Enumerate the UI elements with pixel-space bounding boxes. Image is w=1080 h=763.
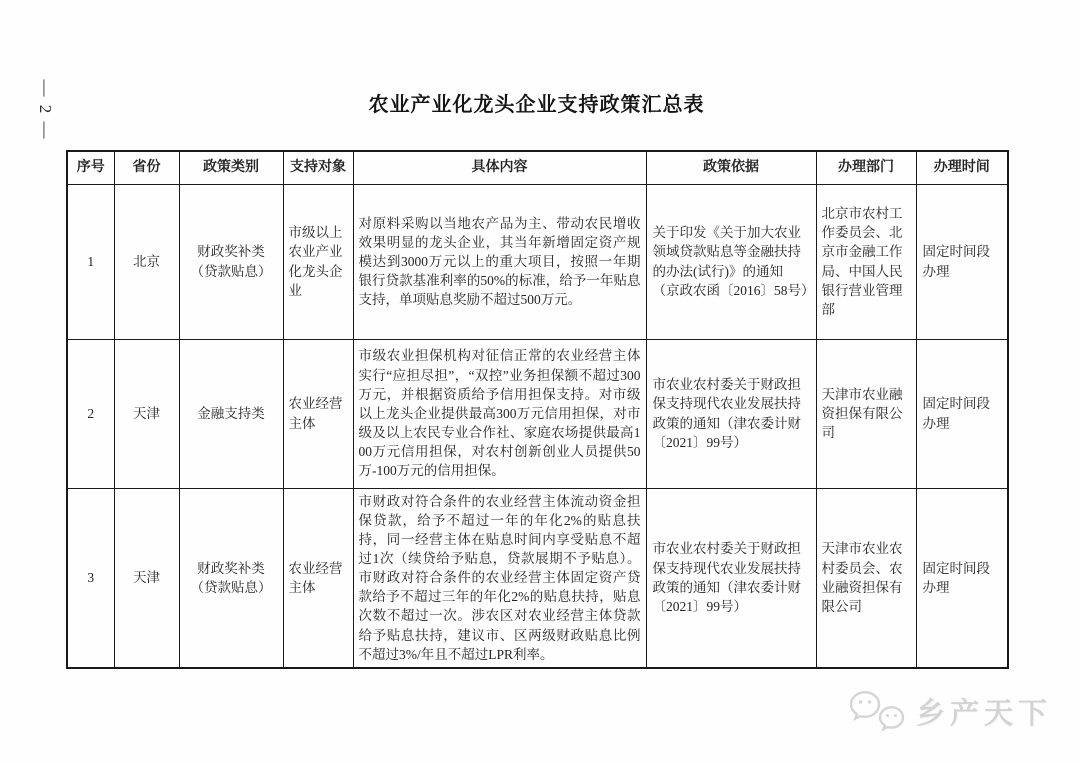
watermark-text: 乡产天下 (915, 697, 1052, 730)
cell-category: 金融支持类 (179, 339, 283, 488)
table-row (67, 339, 1008, 488)
watermark (848, 688, 1052, 734)
col-header-time: 办理时间 (916, 151, 1008, 184)
cell-basis: 市农业农村委关于财政担保支持现代农业发展扶持政策的通知（津农委计财〔2021〕99号） (646, 488, 816, 668)
col-header-province: 省份 (114, 151, 179, 184)
page-number: — 2 — (36, 79, 55, 141)
col-header-content: 具体内容 (353, 151, 646, 184)
table-row (67, 488, 1008, 668)
col-header-category: 政策类别 (179, 151, 283, 184)
cell-target: 市级以上农业产业化龙头企业 (283, 184, 353, 339)
cell-basis: 市农业农村委关于财政担保支持现代农业发展扶持政策的通知（津农委计财〔2021〕99号） (646, 339, 816, 488)
cell-content: 市财政对符合条件的农业经营主体流动资金担保贷款，给予不超过一年的年化2%的贴息扶持，同一经营主体在贴息时间内享受贴息不超过1次（续贷给予贴息，贷款展期不予贴息）。市财政对符合条件的农业经营主体固定资产贷款给予不超过三年的年化2%的贴息扶持，贴息次数不超过一次。涉农区对农业经营主体贷款给予贴息扶持，建议市、区两级财政贴息比例不超过3%/年且不超过LPR利率。 (353, 488, 646, 668)
col-header-seq: 序号 (67, 151, 114, 184)
cell-content: 市级农业担保机构对征信正常的农业经营主体实行“应担尽担”，“双控”业务担保额不超过300万元，并根据资质给予信用担保支持。对市级以上龙头企业提供最高300万元信用担保，对市级及以上农民专业合作社、家庭农场提供最高100万元信用担保，对农村创新创业人员提供50万-100万元的信用担保。 (353, 339, 646, 488)
col-header-target: 支持对象 (283, 151, 353, 184)
cell-category: 财政奖补类（贷款贴息） (179, 184, 283, 339)
col-header-department: 办理部门 (816, 151, 916, 184)
cell-seq: 1 (67, 184, 114, 339)
page-title: 农业产业化龙头企业支持政策汇总表 (368, 94, 705, 116)
cell-province: 北京 (114, 184, 179, 339)
cell-target: 农业经营主体 (283, 339, 353, 488)
table-header-row (67, 151, 1008, 184)
cell-department: 天津市农业融资担保有限公司 (816, 339, 916, 488)
cell-category: 财政奖补类（贷款贴息） (179, 488, 283, 668)
cell-basis: 关于印发《关于加大农业领域贷款贴息等金融扶持的办法(试行)》的通知（京政农函〔2016〕58号） (646, 184, 816, 339)
cell-time: 固定时间段办理 (916, 184, 1008, 339)
cell-seq: 3 (67, 488, 114, 668)
cell-time: 固定时间段办理 (916, 488, 1008, 668)
cell-province: 天津 (114, 339, 179, 488)
cell-province: 天津 (114, 488, 179, 668)
cell-target: 农业经营主体 (283, 488, 353, 668)
cell-department: 天津市农业农村委员会、农业融资担保有限公司 (816, 488, 916, 668)
cell-seq: 2 (67, 339, 114, 488)
wechat-icon (848, 688, 906, 734)
col-header-basis: 政策依据 (646, 151, 816, 184)
cell-content: 对原料采购以当地农产品为主、带动农民增收效果明显的龙头企业，其当年新增固定资产规模达到3000万元以上的重大项目，按照一年期银行贷款基准利率的50%的标准，给予一年贴息支持，单项贴息奖励不超过500万元。 (353, 184, 646, 339)
cell-time: 固定时间段办理 (916, 339, 1008, 488)
policy-table (66, 150, 1009, 669)
cell-department: 北京市农村工作委员会、北京市金融工作局、中国人民银行营业管理部 (816, 184, 916, 339)
table-row (67, 184, 1008, 339)
